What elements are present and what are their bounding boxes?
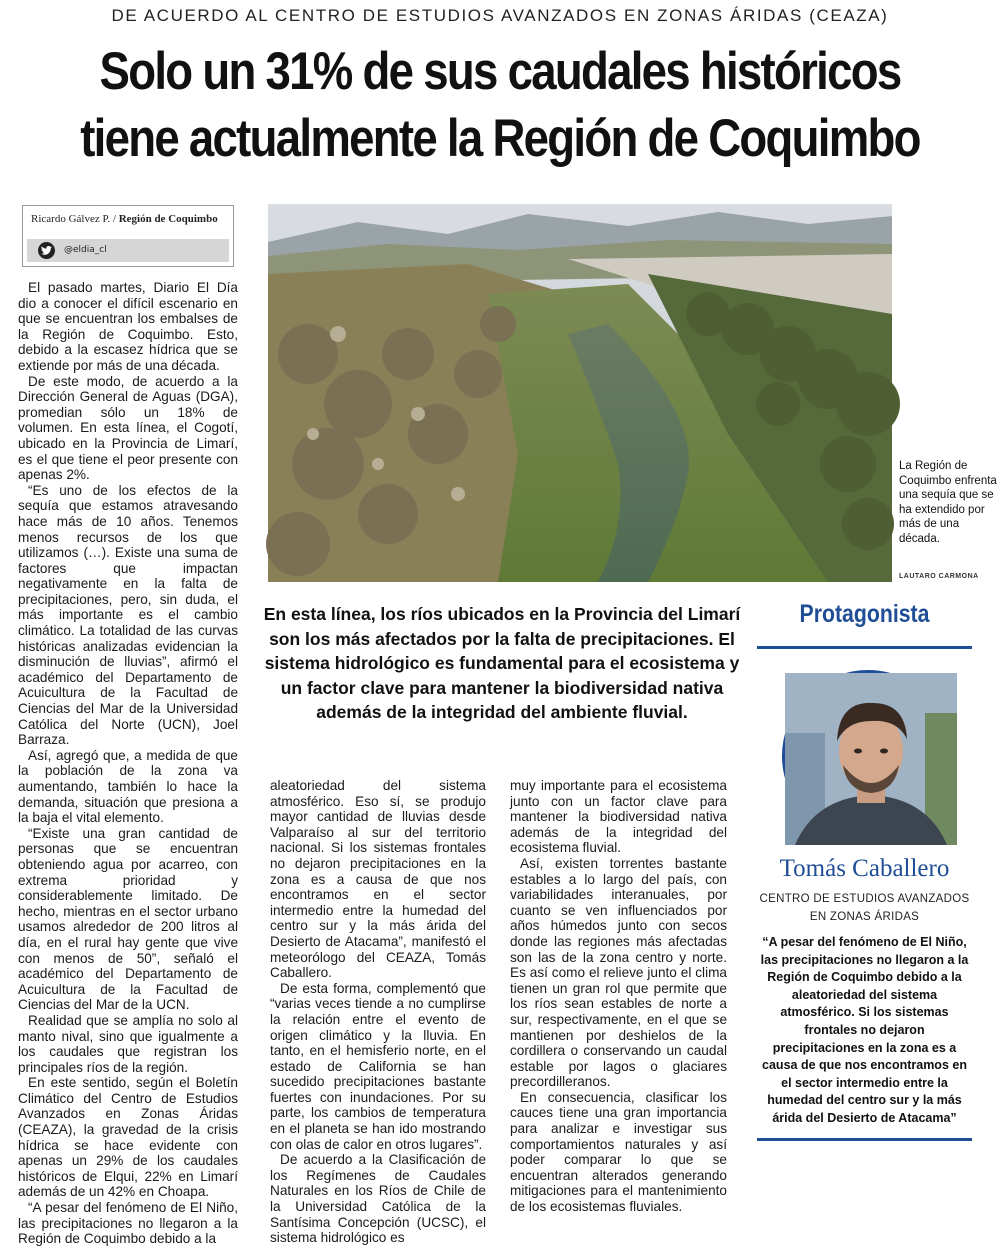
body-paragraph: Así, existen torrentes bastante estables a lo largo del país, con variabilidades interanuales, por cuanto se ven influenciados por años húmedos junto con secos donde las regiones más afectadas son las de la zona centro y norte. Es así como el relieve junto el clima tienen un gran rol que permite que los ríos sean estables de norte a sur, respectivamente, en el que se mantienen por deshielos de la cordillera o conservando un caudal estable por lagos o glaciares precordilleranos.: [510, 855, 727, 1090]
photo-credit: LAUTARO CARMONA: [899, 573, 979, 580]
article-column-1: [18, 280, 238, 1247]
social-handle-bar[interactable]: [27, 239, 229, 262]
article-kicker: DE ACUERDO AL CENTRO DE ESTUDIOS AVANZADOS EN ZONAS ÁRIDAS (CEAZA): [111, 6, 889, 25]
article-headline: [70, 38, 930, 172]
body-paragraph: Realidad que se amplía no solo al manto nival, sino que igualmente a los caudales que registran los principales ríos de la región.: [18, 1012, 238, 1075]
article-column-3: [510, 778, 727, 1215]
column-3-continuation: muy importante para el ecosistema junto con un factor clave para mantener la biodiversidad nativa además de la integridad del ecosistema fluvial.: [510, 778, 727, 856]
headline-line-1: Solo un 31% de sus caudales históricos: [99, 42, 901, 101]
body-paragraph: En este sentido, según el Boletín Climático del Centro de Estudios Avanzados en Zonas Áridas (CEAZA), la gravedad de la crisis hídrica se hace evidente con apenas un 29% de los caudales históricos de Elqui, 22% en Limarí además de un 42% en Choapa.: [18, 1075, 238, 1200]
body-paragraph: Así, agregó que, a medida de que la población de la zona va aumentando, también lo hace la demanda, situación que presiona a la baja el vital elemento.: [18, 747, 238, 826]
photo-caption: La Región de Coquimbo enfrenta una sequía que se ha extendido por más de una década.: [899, 460, 997, 545]
body-paragraph: De acuerdo a la Clasificación de los Regímenes de Caudales Naturales en los Ríos de Chile de la Universidad Católica de la Santísima Concepción (UCSC), el sistema hidrológico es: [270, 1152, 486, 1246]
protagonist-quote: “A pesar del fenómeno de El Niño, las precipitaciones no llegaron a la Región de Coquimbo debido a la aleatoriedad del sistema atmosférico. Si los sistemas frontales no dejaron precipitaciones en la zona es a causa de que nos encontramos en el sector intermedio entre la humedad del centro sur y la más árida del Desierto de Atacama”: [760, 935, 969, 1125]
article-column-2: [270, 778, 486, 1246]
column-2-continuation: aleatoriedad del sistema atmosférico. Eso sí, se produjo mayor cantidad de lluvias desde Valparaíso al sur del territorio nacional. Si los sistemas frontales no dejaron precipitaciones en la zona es a causa de que nos encontramos en el sector intermedio entre la humedad del centro sur y la más árida del Desierto de Atacama”, manifestó el meteorólogo del CEAZA, Tomás Caballero.: [270, 778, 486, 981]
byline: [31, 213, 218, 225]
body-paragraph: “A pesar del fenómeno de El Niño, las precipitaciones no llegaron a la Región de Coquimbo debido a la: [18, 1200, 238, 1247]
twitter-handle[interactable]: @eldia_cl: [64, 245, 107, 255]
byline-box: [22, 205, 234, 267]
headline-line-2: tiene actualmente la Región de Coquimbo: [80, 109, 920, 168]
body-paragraph: De este modo, de acuerdo a la Dirección General de Aguas (DGA), promedian sólo un 18% de volumen. En esta línea, el Cogotí, ubicado en la Provincia de Limarí, es el que tiene el peor presente con apenas 2%.: [18, 373, 238, 483]
protagonist-name: Tomás Caballero: [779, 855, 950, 882]
protagonist-organization: CENTRO DE ESTUDIOS AVANZADOS EN ZONAS ÁRIDAS: [759, 893, 970, 923]
river-photo: [268, 204, 892, 582]
body-paragraph: En consecuencia, clasificar los cauces tiene una gran importancia para analizar e investigar sus comportamientos naturales y así poder comparar lo que se encuentran alterados generando mitigaciones para el mantenimiento de los ecosistemas fluviales.: [510, 1089, 727, 1215]
byline-author: Ricardo Gálvez P. /: [31, 213, 116, 225]
pull-quote: En esta línea, los ríos ubicados en la Provincia del Limarí son los más afectados por la falta de precipitaciones. El sistema hidrológico es fundamental para el ecosistema y un factor clave para mantener la biodiversidad nativa además de la integridad del ambiente fluvial.: [263, 604, 741, 722]
byline-section: Región de Coquimbo: [118, 213, 218, 225]
twitter-bird-icon: [38, 242, 55, 259]
body-paragraph: “Existe una gran cantidad de personas que se encuentran obteniendo agua por acarreo, con extrema prioridad y considerablemente limitado. De hecho, mientras en el sector urbano usamos alrededor de 200 litros al día, en el rural hay gente que vive con menos de 50”, señaló el académico del Departamento de Acuicultura de la Facultad de Ciencias del Mar de la UCN.: [18, 825, 238, 1013]
sidebar-top-rule: [757, 646, 972, 649]
sidebar-title: Protagonista: [799, 600, 930, 628]
body-paragraph: De esta forma, complementó que “varias veces tiende a no cumplirse la relación entre el evento de origen climático y la lluvia. En tanto, en el hemisferio norte, en el estado de California se han sucedido precipitaciones bastante fuertes con inundaciones. Por su parte, los cambios de temperatura en el planeta se han ido mostrando con olas de calor en otros lugares”.: [270, 980, 486, 1152]
body-paragraph: “Es uno de los efectos de la sequía que estamos atravesando hace más de 10 años. Tenemos menos recursos de los que utilizamos (…). Existe una suma de factores que impactan negativamente en la falta de precipitaciones, pero, sin duda, el más importante es el cambio climático. La totalidad de las curvas históricas analizadas evidencian la disminución de lluvias”, afirmó el académico del Departamento de Acuicultura de la Facultad de Ciencias del Mar de la Universidad Católica del Norte (UCN), Joel Barraza.: [18, 482, 238, 748]
body-paragraph: El pasado martes, Diario El Día dio a conocer el difícil escenario en que se encuentran los embalses de la Región de Coquimbo. Esto, debido a la escasez hídrica que se extiende por más de una década.: [18, 280, 238, 373]
portrait-photo: [782, 670, 954, 842]
sidebar-bottom-rule: [757, 1138, 972, 1141]
